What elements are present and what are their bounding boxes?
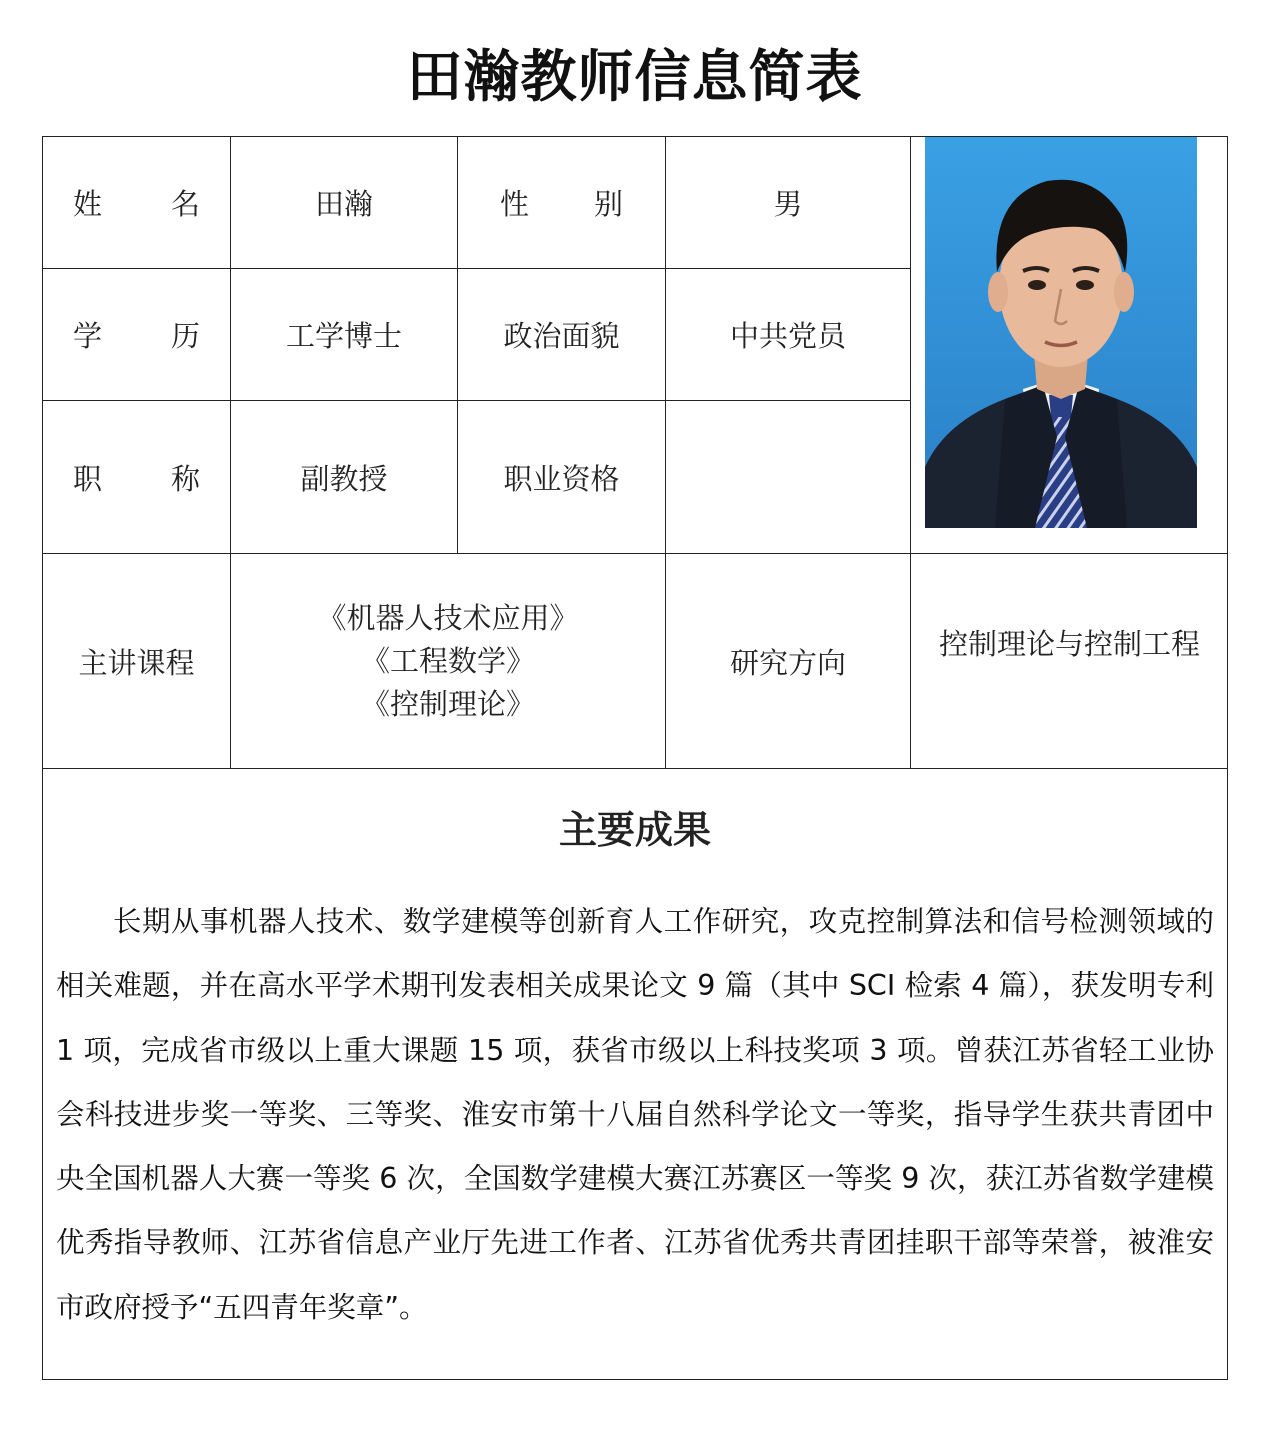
education-label: 学 历 <box>73 319 200 353</box>
course-item: 《控制理论》 <box>360 686 535 721</box>
gender-label: 性 别 <box>500 187 623 221</box>
gender-value: 男 <box>773 187 803 221</box>
name-label: 姓 名 <box>73 187 200 221</box>
portrait-image <box>925 137 1197 528</box>
political-label: 政治面貌 <box>503 319 620 353</box>
name-value: 田瀚 <box>314 187 373 221</box>
achievements-heading: 主要成果 <box>558 807 711 852</box>
course-item: 《机器人技术应用》 <box>317 600 579 635</box>
qualification-label: 职业资格 <box>503 461 620 496</box>
courses-label: 主讲课程 <box>78 645 195 680</box>
qualification-value <box>666 401 910 553</box>
teacher-photo <box>925 137 1197 528</box>
page-title: 田瀚教师信息简表 <box>406 45 863 110</box>
job-title-value: 副教授 <box>300 461 388 496</box>
grid-line <box>42 768 1228 769</box>
courses-list <box>231 554 665 768</box>
course-item: 《工程数学》 <box>360 643 535 678</box>
achievements-text: 长期从事机器人技术、数学建模等创新育人工作研究，攻克控制算法和信号检测领域的相关难题，并在高水平学术期刊发表相关成果论文 9 篇（其中 SCI 检索 4 篇），获发明专利 1 项，完成省市级以上重大课题 15 项，获省市级以上科技奖项 3 项。曾获江苏省轻工业协会科技进步奖一等奖、三等奖、淮安市第十八届自然科学论文一等奖，指导学生获共青团中央全国机器人大赛一等奖 6 次，全国数学建模大赛江苏赛区一等奖 9 次，获江苏省数学建模优秀指导教师、江苏省信息产业厅先进工作者、江苏省优秀共青团挂职干部等荣誉，被淮安市政府授予“五四青年奖章”。 <box>56 905 1214 1324</box>
political-value: 中共党员 <box>729 319 846 353</box>
job-title-label: 职 称 <box>73 461 200 496</box>
research-label: 研究方向 <box>729 645 846 680</box>
education-value: 工学博士 <box>285 319 402 353</box>
research-value: 控制理论与控制工程 <box>938 626 1200 661</box>
